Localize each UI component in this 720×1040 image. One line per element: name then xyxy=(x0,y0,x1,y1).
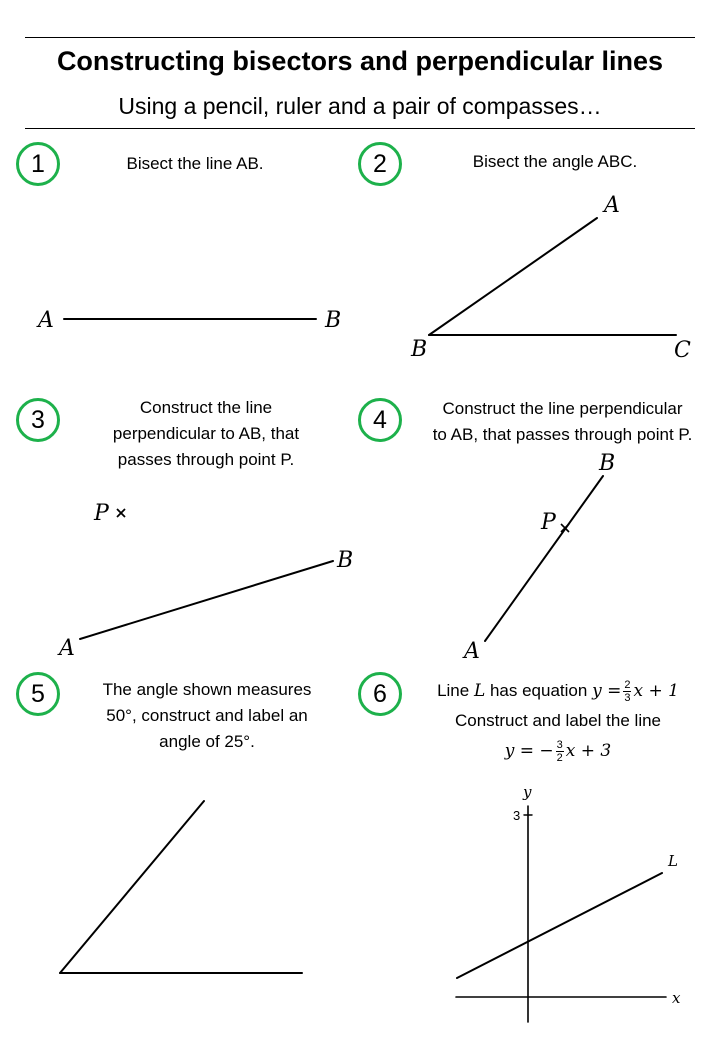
q6-line-l xyxy=(457,873,662,978)
question-4-instruction-line-2: to AB, that passes through point P. xyxy=(432,425,693,444)
q3-label-b: B xyxy=(337,548,354,573)
question-1-instruction: Bisect the line AB. xyxy=(126,154,264,173)
q1-label-a: A xyxy=(38,308,54,333)
question-5-instruction-line-3: angle of 25°. xyxy=(159,732,255,751)
question-4-badge: 4 xyxy=(358,398,402,442)
question-2-instruction: Bisect the angle ABC. xyxy=(472,152,638,171)
q2-label-b: B xyxy=(411,337,428,362)
question-4-instruction-line-1: Construct the line perpendicular xyxy=(442,399,683,418)
question-5-instruction-line-1: The angle shown measures xyxy=(102,680,312,699)
q6-x-axis-label: x xyxy=(672,989,681,1007)
q3-label-a: A xyxy=(59,636,75,661)
question-6-eq2-frac-den: 2 xyxy=(556,752,563,765)
question-1-badge: 1 xyxy=(16,142,60,186)
q4-line-ab xyxy=(485,476,603,641)
page-subtitle: Using a pencil, ruler and a pair of compasses… xyxy=(118,93,602,119)
question-6-construct-text: Construct and label the line xyxy=(454,711,662,730)
question-6-eq1-frac-num: 2 xyxy=(624,679,631,692)
q1-label-b: B xyxy=(325,308,342,333)
q2-label-c: C xyxy=(674,338,691,363)
question-6-eq2-rhs: x + 3 xyxy=(565,741,612,761)
question-3-badge: 3 xyxy=(16,398,60,442)
q3-line-ab xyxy=(80,561,333,639)
question-6-badge: 6 xyxy=(358,672,402,716)
q2-label-a: A xyxy=(604,193,620,218)
q2-ray-ba xyxy=(429,218,597,335)
question-6-eq2-lhs: y = − xyxy=(504,741,554,761)
question-6-line-word: Line xyxy=(437,681,470,700)
question-6-eq1-frac-den: 3 xyxy=(624,692,631,705)
question-6-eq2-frac-num: 3 xyxy=(556,739,563,752)
q3-label-p: P xyxy=(94,501,109,526)
q4-label-b: B xyxy=(599,451,616,476)
q6-line-l-label: L xyxy=(668,852,678,870)
q4-label-a: A xyxy=(464,639,480,664)
q6-y-tick-label: 3 xyxy=(513,808,521,823)
question-6-eq1-lhs: y = xyxy=(592,681,622,701)
question-5-badge: 5 xyxy=(16,672,60,716)
question-3-instruction-line-1: Construct the line xyxy=(139,398,273,417)
question-6-line-name: L xyxy=(473,681,486,701)
q6-y-axis-label: y xyxy=(523,783,532,801)
question-5-instruction-line-2: 50°, construct and label an xyxy=(106,706,308,725)
question-6-eq1-rhs: x + 1 xyxy=(633,681,679,701)
q3-point-p-cross xyxy=(117,509,125,517)
question-6-has-equation: has equation xyxy=(489,681,588,700)
q5-angle-arm xyxy=(60,801,204,973)
question-2-badge: 2 xyxy=(358,142,402,186)
question-3-instruction-line-3: passes through point P. xyxy=(117,450,295,469)
question-3-instruction-line-2: perpendicular to AB, that xyxy=(112,424,300,443)
q4-label-p: P xyxy=(541,510,556,535)
page-title: Constructing bisectors and perpendicular lines xyxy=(56,46,664,76)
